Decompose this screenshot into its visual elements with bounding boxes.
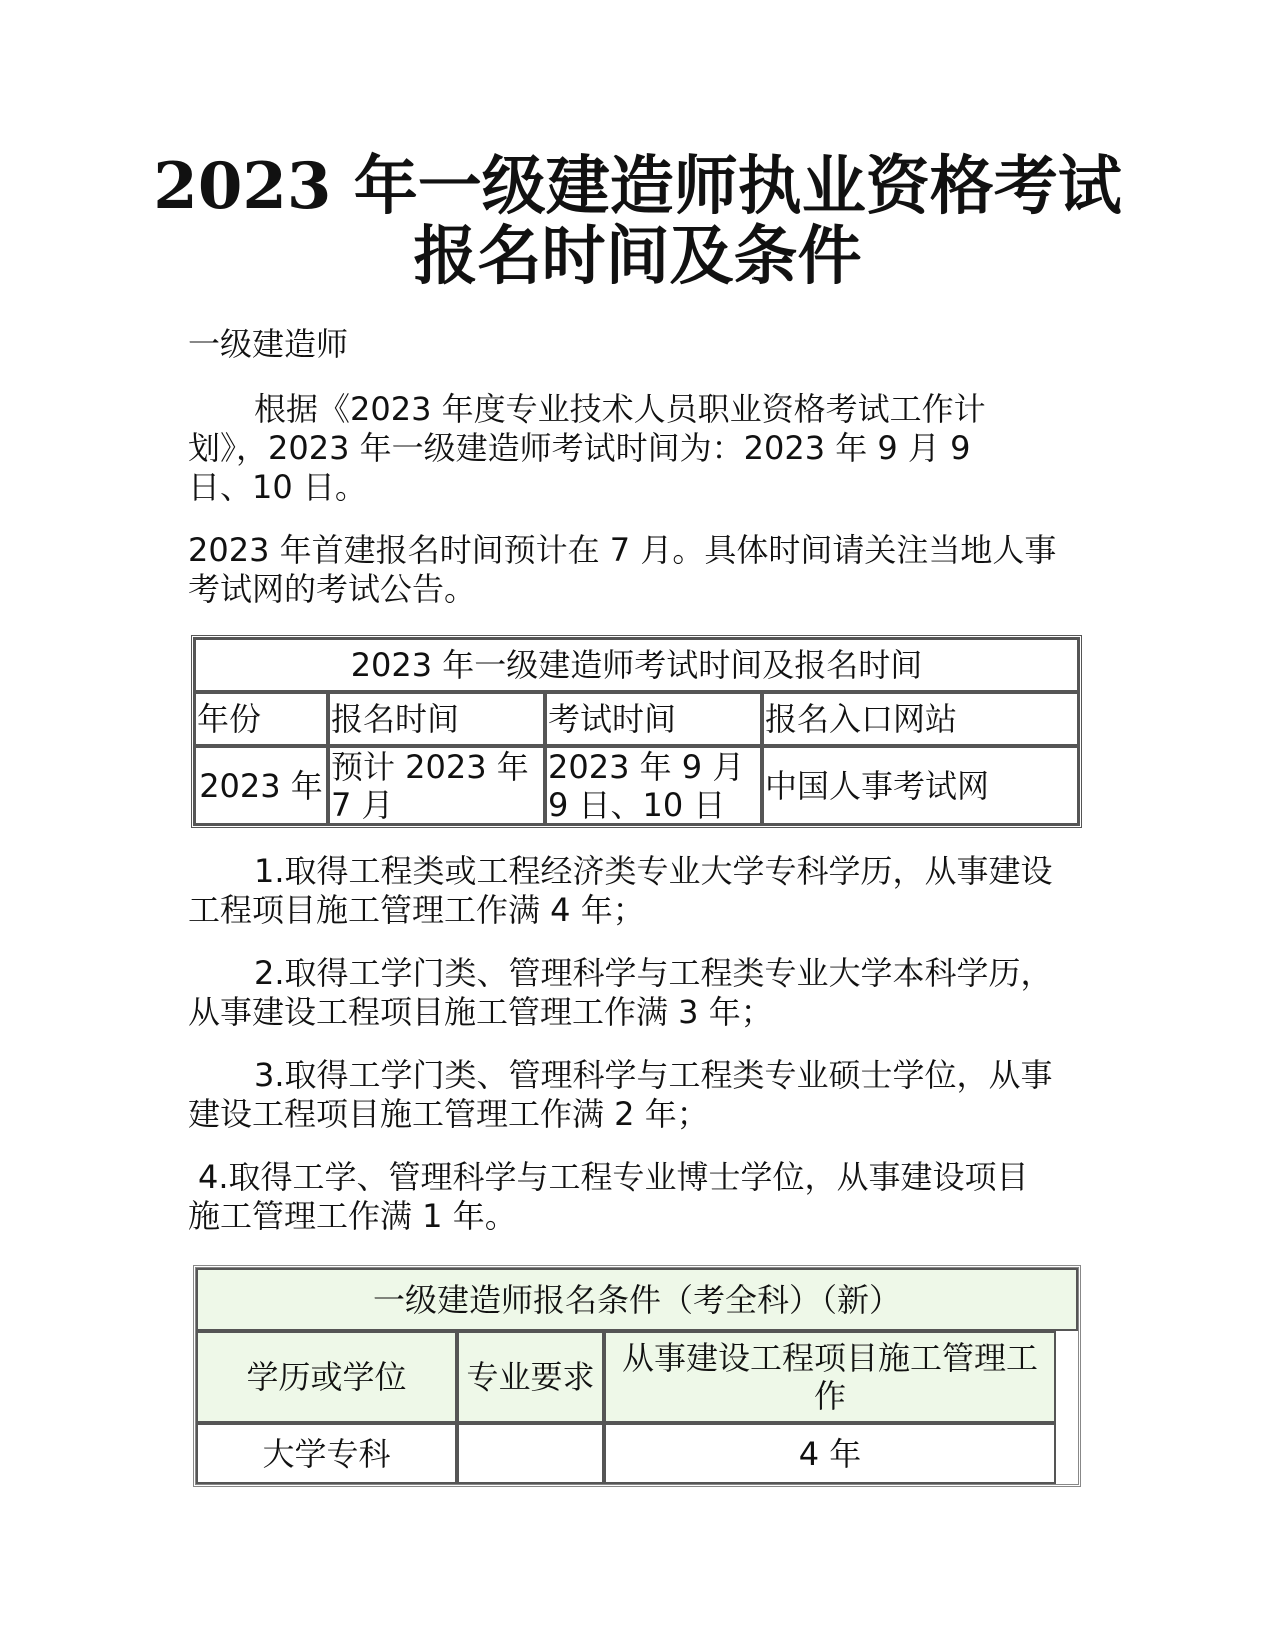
exam-time-line-1: 2023 年 9 月: [548, 748, 745, 786]
table2-header-major: 专业要求: [457, 1331, 604, 1423]
title-line-2: 报名时间及条件: [413, 219, 862, 294]
condition-4-line-2: 施工管理工作满 1 年。: [188, 1197, 517, 1235]
exam-time-line-2: 9 日、10 日: [548, 786, 726, 824]
section-label: 一级建造师: [188, 325, 349, 363]
condition-1-line-2: 工程项目施工管理工作满 4 年；: [188, 891, 645, 929]
table1-caption: 2023 年一级建造师考试时间及报名时间: [194, 638, 1079, 692]
table2-header-education: 学历或学位: [196, 1331, 457, 1423]
condition-3-line-2: 建设工程项目施工管理工作满 2 年；: [188, 1095, 709, 1133]
table1-cell-website: 中国人事考试网: [762, 746, 1079, 825]
intro-line-3: 日、10 日。: [188, 468, 367, 506]
table1-header-website: 报名入口网站: [762, 692, 1079, 746]
table1-header-year: 年份: [194, 692, 328, 746]
condition-2-line-2: 从事建设工程项目施工管理工作满 3 年；: [188, 993, 773, 1031]
intro-line-1: 根据《2023 年度专业技术人员职业资格考试工作计: [254, 390, 986, 428]
exam-schedule-table: [191, 635, 1082, 828]
table2-caption: 一级建造师报名条件（考全科）（新）: [196, 1268, 1078, 1331]
intro-line-2: 划》，2023 年一级建造师考试时间为：2023 年 9 月 9: [188, 429, 971, 467]
eligibility-table: [193, 1265, 1081, 1487]
registration-time-line-2: 7 月: [331, 786, 394, 824]
table2-cell-major: [457, 1423, 604, 1484]
document-title: [150, 149, 1125, 294]
condition-1-line-1: 1.取得工程类或工程经济类专业大学专科学历，从事建设: [254, 852, 1053, 890]
table1-header-exam: 考试时间: [545, 692, 762, 746]
table2-header-experience: [604, 1331, 1056, 1423]
registration-line-1: 2023 年首建报名时间预计在 7 月。具体时间请关注当地人事: [188, 531, 1057, 569]
title-line-1: 2023 年一级建造师执业资格考试: [153, 149, 1122, 224]
table1-cell-year: 2023 年: [194, 746, 328, 825]
condition-2-line-1: 2.取得工学门类、管理科学与工程类专业大学本科学历，: [254, 954, 1053, 992]
table1-cell-exam: [545, 746, 762, 825]
registration-time-line-1: 预计 2023 年: [331, 748, 529, 786]
table1-cell-registration: [328, 746, 545, 825]
registration-line-2: 考试网的考试公告。: [188, 570, 477, 608]
condition-3-line-1: 3.取得工学门类、管理科学与工程类专业硕士学位，从事: [254, 1056, 1053, 1094]
table2-cell-education: 大学专科: [196, 1423, 457, 1484]
table1-header-registration: 报名时间: [328, 692, 545, 746]
table2-cell-experience: 4 年: [604, 1423, 1056, 1484]
experience-header-line-2: 作: [813, 1377, 846, 1415]
condition-4-line-1: 4.取得工学、管理科学与工程专业博士学位，从事建设项目: [198, 1158, 1029, 1196]
experience-header-line-1: 从事建设工程项目施工管理工: [621, 1339, 1038, 1377]
